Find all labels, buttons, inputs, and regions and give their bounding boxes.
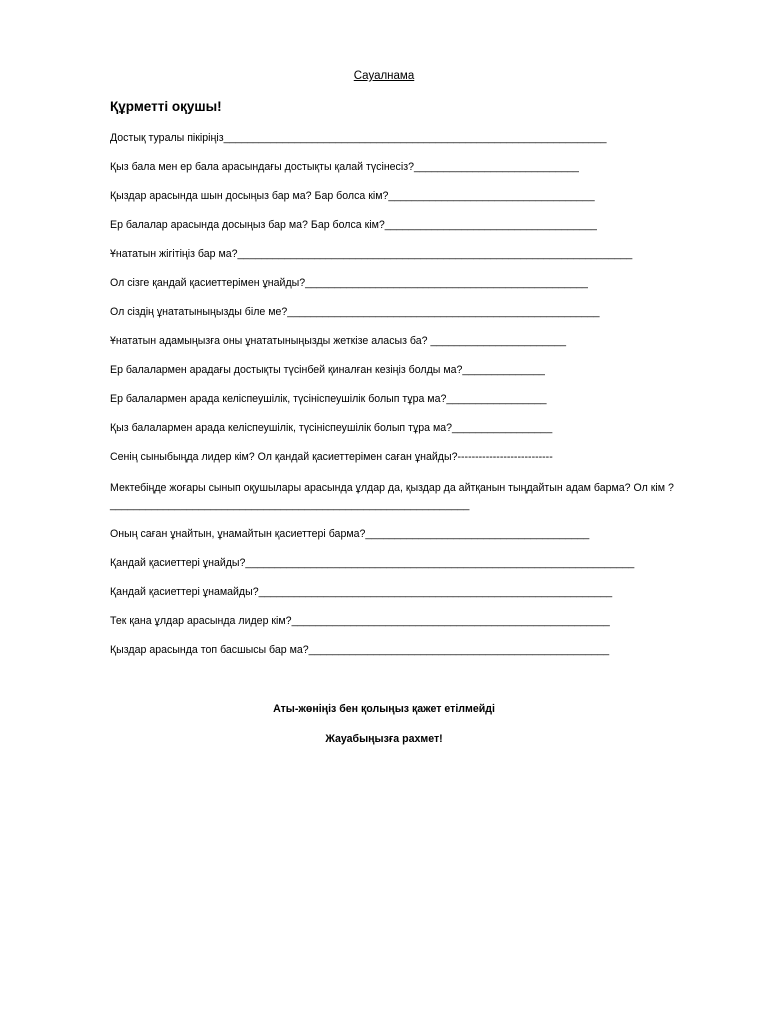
question-4: Ер балалар арасында досыңыз бар ма? Бар болса кім?____________________________________	[110, 219, 597, 231]
question-1: Достық туралы пікіріңіз_________________________________________________________________	[110, 132, 607, 144]
question-5: Ұнататын жігітіңіз бар ма?___________________________________________________________________	[110, 248, 633, 260]
question-15: Қандай қасиеттері ұнайды?__________________________________________________________________	[110, 557, 635, 569]
question-9: Ер балалармен арадағы достықты түсінбей қиналған кезіңіз болды ма?______________	[110, 364, 545, 376]
question-3: Қыздар арасында шын досыңыз бар ма? Бар болса кім?___________________________________	[110, 190, 595, 202]
question-12: Сенің сыныбыңда лидер кім? Ол қандай қасиеттерімен саған ұнайды?---------------------------	[110, 451, 553, 463]
question-10: Ер балалармен арада келіспеушілік, түсініспеушілік болып тұра ма?_________________	[110, 393, 547, 405]
question-14: Оның саған ұнайтын, ұнамайтын қасиеттері барма?______________________________________	[110, 528, 590, 540]
question-2: Қыз бала мен ер бала арасындағы достықты қалай түсінесіз?____________________________	[110, 161, 579, 173]
anonymity-note: Аты-жөніңіз бен қолыңыз қажет етілмейді	[273, 703, 495, 715]
greeting: Құрметті оқушы!	[110, 99, 222, 114]
question-13: Мектебіңде жоғары сынып оқушылары арасында ұлдар да, қыздар да айтқанын тыңдайтын адам барма? Ол кім ?_____________________________________________________________	[110, 482, 674, 511]
thanks-note: Жауабыңызға рахмет!	[325, 733, 443, 745]
question-11: Қыз балалармен арада келіспеушілік, түсініспеушілік болып тұра ма?_________________	[110, 422, 553, 434]
question-7: Ол сіздің ұнататыныңызды біле ме?_____________________________________________________	[110, 306, 600, 318]
question-18: Қыздар арасында топ басшысы бар ма?___________________________________________________	[110, 644, 610, 656]
question-17: Тек қана ұлдар арасында лидер кім?______________________________________________________	[110, 615, 610, 627]
question-16: Қандай қасиеттері ұнамайды?____________________________________________________________	[110, 586, 613, 598]
question-8: Ұнататын адамыңызға оны ұнататыныңызды жеткізе аласыз ба? _______________________	[110, 335, 566, 347]
page-title: Сауалнама	[353, 70, 415, 82]
question-6: Ол сізге қандай қасиеттерімен ұнайды?________________________________________________	[110, 277, 588, 289]
